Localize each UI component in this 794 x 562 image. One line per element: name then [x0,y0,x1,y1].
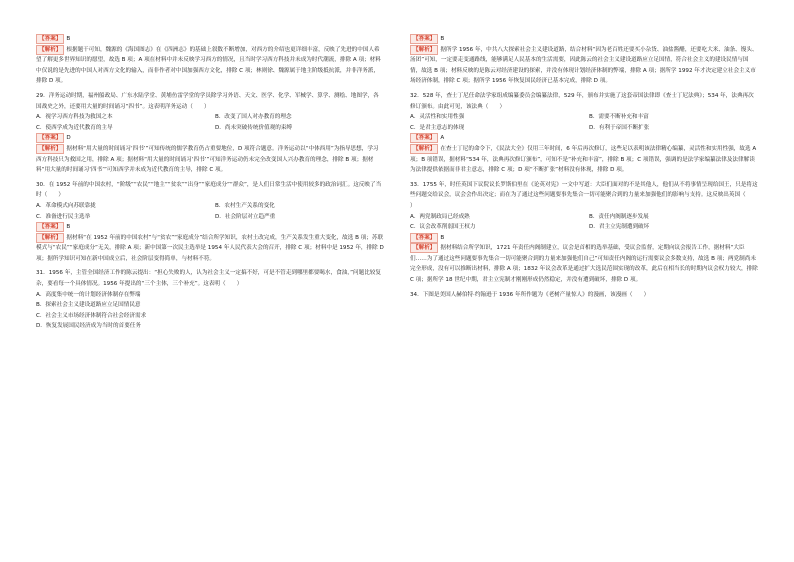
q28-analysis [36,45,384,87]
analysis-tag: 【解析】 [410,144,438,154]
q30-option-a: A．革命模式向苏联靠拢 [36,202,96,209]
q30-option-c: C．准备进行民主选举 [36,213,91,220]
q31-options [36,290,384,332]
q29-stem: 29．洋务运动时期，福州船政局、广东水陆学堂、黄埔鱼雷学堂的学员除学习外语、天文、医学、化学、军械学、算学、测绘、地图学，各国战史之外，还要用大量的时间诵习“四书”。这表明洋务运动（ ） [36,92,379,110]
q30-answer: B [66,224,71,231]
q33-answer-line [410,233,758,244]
q31-analysis [410,45,758,87]
left-column [36,34,384,332]
q32-analysis-text: 在查士丁尼的命令下，《民法大全》仅用三年时间，6 年后再次修订，这些足以表明该法律精心编纂，灵活性和实用性强，故选 A 项；B 项错误，据材料“534 年，法典再次修订颁布”，可知不是“补充和丰富”，排除 B 项；C 项错误，强调的是法学家编纂法律及法律解读为法律提供依据而非君主意志，排除 C 项；D 项“不断扩张”材料没有体现，排除 D 项。 [410,145,757,174]
q28-answer-line [36,34,384,45]
q30-analysis-text: 据材料“在 1952 年前的中国农村”与“贫农”“家庭成分”结合所学知识，农村土改完成，生产关系发生重大变化，故选 B 项；苏联模式与“农民”“家庭成分”无关，排除 A 项；新中国第一次民主选举是 1954 年人民代表大会的召开，排除 C 项；材料中是 1952 年，排除 D 项；据所学知识可知在新中国成立后，社会阶层变得简单，与材料不符。 [36,234,384,262]
q29-option-c: C．使西学成为近代教育的主导 [36,124,113,131]
q31-option-c: C．社会主义市场经济体制符合社会经济需求 [36,312,147,319]
q34-stem: 34．下图是美国人赫伯特·约翰逊于 1936 年所作题为《老树产量惊人》的漫画，该漫画（ ） [410,291,650,298]
q31-option-a: A．高度集中统一的计划经济体制存在弊端 [36,291,141,298]
q32-option-d: D．有利于帝国不断扩张 [589,124,650,131]
q33-option-b: B．责任内阁制逐步发展 [589,213,649,220]
answer-tag: 【答案】 [410,34,438,44]
analysis-tag: 【解析】 [36,144,64,154]
analysis-tag: 【解析】 [36,233,64,243]
q29-options [36,112,384,133]
answer-tag: 【答案】 [36,222,64,232]
q29-answer-line [36,133,384,144]
q33-option-d: D．君主立宪制遭到破坏 [589,224,650,231]
q31-answer: B [440,36,445,42]
q32-stem: 32．528 年，查士丁尼任命法学家组成编纂委员会编纂法律，529 年，颁布并实施了这套帝国法律即《查士丁尼法典》；534 年，法典再次修订颁布。由此可见，该法典（ ） [410,92,754,110]
q30-answer-line [36,222,384,233]
q30-options [36,201,384,222]
q31-answer-line [410,34,758,45]
q28-analysis-text: 根据题干可知，魏源的《海国图志》在《四洲志》的基础上叙数不断增加，对西方的介绍也更详细丰富，反映了先进的中国人希望了解更多世界知识的愿望，故选 B 项；A 项在材料中并未反映学习西方的情况，且当时学习西方科技并未成为时代潮流，排除 A 项；材料中仅说的是先进的中国人对西方文化的输入，而非作者对中国加强西方文化，排除 C 项；林则徐、魏源属于地主阶级抵抗派，并非洋务派，排除 D 项。 [36,46,381,85]
q32-options [410,112,758,133]
q31-option-b: B．探索社会主义建设道路应立足国情民意 [36,302,141,309]
q30-analysis [36,233,384,265]
right-column [410,34,758,300]
q29-option-d: D．尚未突破传统价值观的束缚 [215,124,293,131]
q33-options [410,212,758,233]
q29-option-b: B．改变了国人对办教育的理念 [215,114,292,121]
q30-stem: 30．在 1952 年前的中国农村，“阶级”“农民”“地主”“贫农”“出身”“家庭成分”“群众”，是人们日常生活中使用较多的政治词汇。这反映了当时（ ） [36,181,382,199]
q29-analysis [36,144,384,176]
q33-option-a: A．两党制政局已经成熟 [410,213,470,220]
q30-option-d: D．社会阶层对立趋严重 [215,213,276,220]
q29-analysis-text: 据材料“用大量的时间诵习‘四书’”可知传统的儒学教育仍占重要地位，D 项符合题意。洋务运动以“中体西用”为指导思想，学习西方科技只为救国之用，排除 A 项；据材料“用大量的时间诵习‘四书’”可知洋务运动仍未完全改变国人兴办教育的理念，排除 B 项；据材料“用大量的时间诵习‘四书’”可知西学并未成为近代教育的主导，排除 C 项。 [36,145,379,174]
q33-answer: B [440,234,445,241]
answer-tag: 【答案】 [36,133,64,143]
answer-tag: 【答案】 [410,233,438,243]
q32-option-c: C．是君主意志的体现 [410,124,465,131]
q33-option-c: C．议会改革削弱国王权力 [410,224,476,231]
q32-analysis [410,144,758,176]
q31-analysis-text: 据所学 1956 年，中共八大探索社会主义建设道路，结合材料“因为老百姓还要买小杂货、油盐酱醋，还要吃大米、油条、馒头、汤团”可知，一定要走变通路线，能够满足人民基本的生活需要，因此陈云的社会主义建设道路应立足国情，符合社会主义的建设民情与国情，故选 B 项；材料反映的是陈云对经济建设的探索，并没有体现计划经济体制的弊端，排除 A 项；据所学 1992 年才决定建立社会主义市场经济体制，排除 C 项；据所学 1956 年恢复国民经济已基本完成，排除 D 项。 [410,46,758,85]
q32-answer-line [410,133,758,144]
q31-stem: 31．1956 年，主管全国经济工作的陈云提出：“担心失败的人，认为社会主义一定搞不好，可是不管走到哪里都要喝水，食油，”问题比较复杂，要看每一个具体情况。1956 年提出的“三个主体，三个补充”。这表明（ ） [36,270,381,288]
q29-answer: D [66,135,71,142]
q33-analysis [410,243,758,285]
q33-stem: 33．1755 年，时任英国下议院议长罗斯伯里在《论英对宪》一文中写道：大臣们面对的不是其他人，他们从不将事情呈现给国王，只是将这些问题交给议会，议会会作出决定；而在为了通过这些问题要事先集合一切可能聚合到的力量来加强他们的影响与支持。这反映出英国（ ） [410,181,758,209]
q32-option-b: B．需要不断补充和丰富 [589,114,649,121]
q32-answer: A [440,135,445,142]
q33-analysis-text: 据材料结合所学知识，1721 年责任内阁制建立，议会是首相的选举基础，受议会监督，定期向议会报告工作，据材料“大臣们……为了通过这些问题要事先集合一切可能聚合到的力量来加强他们自己”可知责任内阁的运行需要议会多数支持，故选 B 项；两党制尚未完全形成，没有可以推断出材料，排除 A 项；1832 年议会改革是通过扩大选民范围实现的改革，此后在相当长的时期内议会权力较大，排除 C 项；据所学 18 世纪中期，君主立宪制才刚刚形成仍然稳定，并没有遭到破坏，排除 D 项。 [410,245,758,284]
q32-option-a: A．灵活性和实用性强 [410,114,465,121]
answer-tag: 【答案】 [410,133,438,143]
q29-option-a: A．视学习西方科技为救国之本 [36,114,113,121]
answer-tag: 【答案】 [36,34,64,44]
analysis-tag: 【解析】 [36,45,64,55]
q31-option-d: D．恢复发展国民经济成为当时的首要任务 [36,323,141,330]
q30-option-b: B．农村生产关系的变化 [215,202,275,209]
analysis-tag: 【解析】 [410,45,438,55]
analysis-tag: 【解析】 [410,243,438,253]
q28-answer: B [66,36,71,42]
